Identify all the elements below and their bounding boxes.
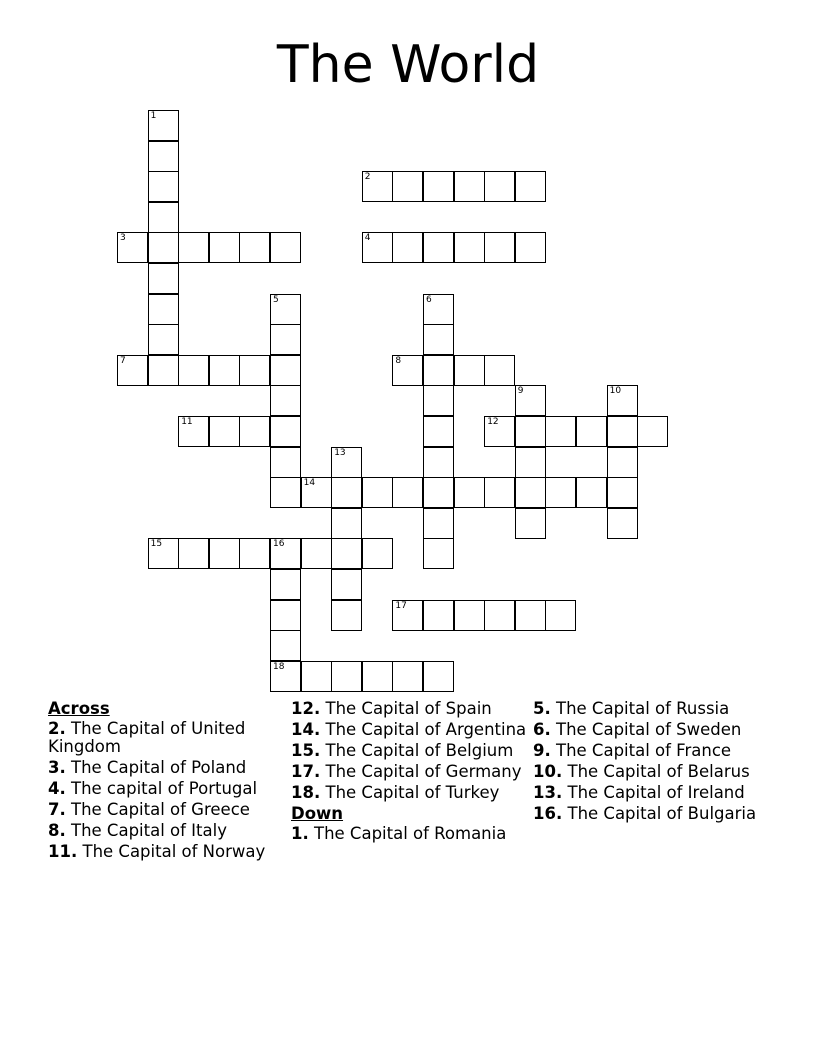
grid-cell[interactable] [117, 232, 148, 263]
grid-cell[interactable] [270, 294, 301, 325]
cell-number: 9 [517, 386, 524, 397]
cell-number: 5 [273, 294, 279, 305]
grid-cell[interactable] [515, 508, 546, 539]
grid-cell[interactable] [423, 600, 454, 631]
grid-cell[interactable] [423, 477, 454, 508]
clue-item [291, 721, 527, 739]
cell-number: 10 [609, 386, 622, 397]
cell-number: 12 [487, 417, 499, 427]
grid-cell[interactable] [148, 355, 179, 386]
grid-cell[interactable] [148, 202, 179, 233]
grid-cell[interactable] [270, 385, 301, 416]
clue-number: 11. [48, 842, 78, 861]
grid-cell[interactable] [607, 477, 638, 508]
clue-number: 7. [48, 800, 66, 819]
page-title: The World [276, 35, 540, 95]
cell-number: 11 [181, 417, 193, 427]
clue-number: 12. [291, 699, 321, 718]
grid-cell[interactable] [607, 508, 638, 539]
grid-cell[interactable] [423, 661, 454, 692]
clue-number: 5. [533, 699, 551, 718]
clue-item [291, 825, 527, 843]
cell-number: 17 [395, 600, 407, 611]
clue-item [291, 700, 527, 718]
cell-number: 15 [150, 539, 163, 550]
grid-cell[interactable] [607, 416, 638, 447]
grid-cell[interactable] [301, 477, 332, 508]
grid-cell[interactable] [484, 416, 515, 447]
grid-cell[interactable] [148, 232, 179, 263]
clue-text: The Capital of Russia [556, 699, 730, 718]
cell-number: 14 [303, 478, 316, 489]
clues-column-1 [48, 700, 284, 864]
grid-cell[interactable] [392, 171, 423, 202]
grid-cell[interactable] [270, 324, 301, 355]
clue-text: The Capital of Romania [314, 824, 507, 843]
grid-cell[interactable] [270, 232, 301, 263]
grid-cell[interactable] [515, 447, 546, 478]
clue-text: The Capital of Spain [325, 699, 492, 718]
grid-cell[interactable] [454, 232, 485, 263]
grid-cell[interactable] [239, 538, 270, 569]
grid-cell[interactable] [148, 294, 179, 325]
clue-item [48, 759, 284, 777]
grid-cell[interactable] [178, 232, 209, 263]
clue-item [533, 763, 769, 781]
grid-cell[interactable] [148, 110, 179, 141]
grid-cell[interactable] [392, 600, 423, 631]
grid-cell[interactable] [423, 294, 454, 325]
grid-cell[interactable] [392, 661, 423, 692]
grid-cell[interactable] [576, 477, 607, 508]
grid-cell[interactable] [270, 447, 301, 478]
clue-text: The Capital of Poland [71, 758, 247, 777]
clue-number: 6. [533, 720, 551, 739]
grid-cell[interactable] [270, 416, 301, 447]
grid-cell[interactable] [331, 538, 362, 569]
grid-cell[interactable] [484, 477, 515, 508]
grid-cell[interactable] [362, 477, 393, 508]
grid-cell[interactable] [239, 232, 270, 263]
clue-text: The Capital of Italy [71, 821, 227, 840]
clue-item [533, 700, 769, 718]
clue-item [533, 742, 769, 760]
grid-cell[interactable] [331, 600, 362, 631]
grid-cell[interactable] [270, 569, 301, 600]
grid-cell[interactable] [423, 385, 454, 416]
clue-text: The Capital of France [556, 741, 732, 760]
clue-item [291, 784, 527, 802]
clue-text: The Capital of Argentina [325, 720, 527, 739]
grid-cell[interactable] [270, 661, 301, 692]
clue-text: The Capital of Turkey [325, 783, 500, 802]
clue-number: 16. [533, 804, 563, 823]
clue-item [291, 742, 527, 760]
clue-item [48, 822, 284, 840]
grid-cell[interactable] [362, 171, 393, 202]
grid-cell[interactable] [148, 263, 179, 294]
grid-cell[interactable] [331, 447, 362, 478]
grid-cell[interactable] [178, 355, 209, 386]
clue-item [291, 763, 527, 781]
grid-cell[interactable] [515, 416, 546, 447]
grid-cell[interactable] [362, 232, 393, 263]
grid-cell[interactable] [423, 324, 454, 355]
grid-cell[interactable] [545, 600, 576, 631]
grid-cell[interactable] [178, 538, 209, 569]
clue-item [533, 721, 769, 739]
clue-number: 8. [48, 821, 66, 840]
clue-text: The Capital of Norway [82, 842, 266, 861]
grid-cell[interactable] [331, 661, 362, 692]
cell-number: 6 [426, 294, 432, 305]
clue-item [533, 805, 769, 823]
clue-number: 18. [291, 783, 321, 802]
grid-cell[interactable] [454, 171, 485, 202]
grid-cell[interactable] [270, 477, 301, 508]
grid-cell[interactable] [576, 416, 607, 447]
grid-cell[interactable] [362, 538, 393, 569]
grid-cell[interactable] [270, 600, 301, 631]
grid-cell[interactable] [209, 538, 240, 569]
grid-cell[interactable] [209, 416, 240, 447]
cell-number: 3 [120, 233, 126, 244]
grid-cell[interactable] [454, 600, 485, 631]
clue-text: The Capital of Sweden [556, 720, 742, 739]
grid-cell[interactable] [515, 385, 546, 416]
clue-number: 15. [291, 741, 321, 760]
clue-text: The Capital of United Kingdom [48, 719, 246, 756]
clue-item [533, 784, 769, 802]
clue-text: The Capital of Germany [325, 762, 522, 781]
cell-number: 1 [150, 111, 157, 121]
grid-cell[interactable] [423, 416, 454, 447]
grid-cell[interactable] [331, 508, 362, 539]
grid-cell[interactable] [545, 477, 576, 508]
clue-item [48, 720, 284, 756]
grid-cell[interactable] [209, 355, 240, 386]
clue-text: The Capital of Belgium [325, 741, 514, 760]
clue-number: 1. [291, 824, 309, 843]
grid-cell[interactable] [301, 538, 332, 569]
clue-number: 17. [291, 762, 321, 781]
grid-cell[interactable] [148, 538, 179, 569]
grid-cell[interactable] [454, 477, 485, 508]
clue-number: 3. [48, 758, 66, 777]
grid-cell[interactable] [392, 355, 423, 386]
grid-cell[interactable] [484, 232, 515, 263]
grid-cell[interactable] [423, 232, 454, 263]
grid-cell[interactable] [515, 600, 546, 631]
grid-cell[interactable] [423, 355, 454, 386]
grid-cell[interactable] [484, 355, 515, 386]
clues-column-2 [291, 700, 527, 846]
clue-text: The Capital of Bulgaria [567, 804, 757, 823]
clue-number: 13. [533, 783, 563, 802]
grid-cell[interactable] [607, 385, 638, 416]
grid-cell[interactable] [423, 171, 454, 202]
cell-number: 2 [364, 172, 371, 183]
grid-cell[interactable] [423, 447, 454, 478]
cell-number: 4 [364, 233, 371, 244]
grid-cell[interactable] [392, 477, 423, 508]
cell-number: 18 [273, 661, 285, 672]
down-heading: Down [291, 804, 344, 823]
grid-cell[interactable] [270, 355, 301, 386]
grid-cell[interactable] [362, 661, 393, 692]
grid-cell[interactable] [545, 416, 576, 447]
grid-cell[interactable] [392, 232, 423, 263]
clue-number: 14. [291, 720, 321, 739]
clue-item [48, 780, 284, 798]
grid-cell[interactable] [239, 416, 270, 447]
grid-cell[interactable] [270, 538, 301, 569]
grid-cell[interactable] [515, 477, 546, 508]
grid-cell[interactable] [148, 141, 179, 172]
grid-cell[interactable] [239, 355, 270, 386]
cell-number: 7 [120, 355, 126, 366]
clue-text: The Capital of Belarus [567, 762, 750, 781]
grid-cell[interactable] [423, 508, 454, 539]
grid-cell[interactable] [209, 232, 240, 263]
grid-cell[interactable] [484, 600, 515, 631]
across-heading: Across [48, 699, 110, 718]
grid-cell[interactable] [148, 171, 179, 202]
grid-cell[interactable] [331, 569, 362, 600]
grid-cell[interactable] [117, 355, 148, 386]
clue-text: The capital of Portugal [71, 779, 258, 798]
clue-number: 9. [533, 741, 551, 760]
grid-cell[interactable] [423, 538, 454, 569]
cell-number: 16 [273, 539, 285, 550]
grid-cell[interactable] [637, 416, 668, 447]
clue-item [48, 801, 284, 819]
grid-cell[interactable] [270, 630, 301, 661]
grid-cell[interactable] [454, 355, 485, 386]
cell-number: 13 [334, 447, 346, 458]
cell-number: 8 [395, 355, 402, 366]
clues-column-3 [533, 700, 769, 826]
grid-cell[interactable] [515, 232, 546, 263]
clue-text: The Capital of Ireland [567, 783, 745, 802]
clue-number: 10. [533, 762, 563, 781]
grid-cell[interactable] [515, 171, 546, 202]
grid-cell[interactable] [178, 416, 209, 447]
grid-cell[interactable] [301, 661, 332, 692]
grid-cell[interactable] [331, 477, 362, 508]
clue-number: 4. [48, 779, 66, 798]
clue-text: The Capital of Greece [71, 800, 250, 819]
clue-number: 2. [48, 719, 66, 738]
clue-item [48, 843, 284, 861]
grid-cell[interactable] [484, 171, 515, 202]
grid-cell[interactable] [607, 447, 638, 478]
grid-cell[interactable] [148, 324, 179, 355]
